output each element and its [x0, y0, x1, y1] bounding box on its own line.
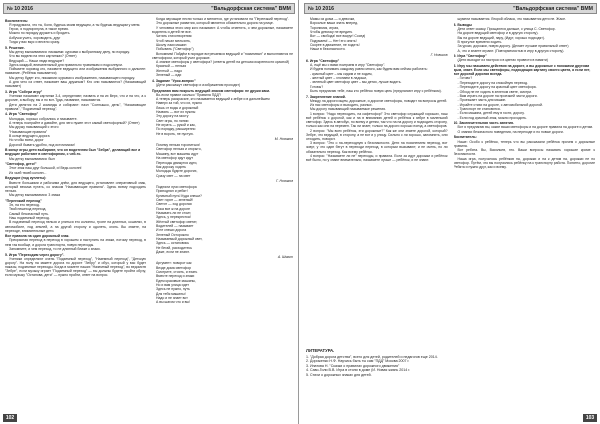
paragraph: Почему нельзя торопиться! — [156, 143, 200, 148]
paragraph: Молодцы будите дорогих, — [156, 169, 198, 174]
paragraph: - Переходите дорогу на красный цвет светофора. — [457, 85, 537, 90]
section-heading: Воспитатель: — [453, 135, 477, 140]
section-heading: "Светофор, дети!" — [5, 162, 37, 167]
paragraph: Наши в безопасности. — [310, 47, 346, 52]
paragraph: Но чтобы всем, дорог — [9, 138, 44, 143]
text-column-1 — [5, 17, 146, 412]
author-signature: М. Новиков — [274, 136, 293, 141]
paragraph: В подземный переход нельзя и улиться его колонны, тропе на длинных, кошелях, в автомобиле, под землей, а на другой сторону и одолеть, огонь. Вы знаете, на переходе, внимательные дети. — [5, 220, 146, 233]
paragraph: Когда звучащие песни только и меняется, где установили на "Переезжий переход". — [156, 17, 289, 21]
paragraph: Здесь, у перекрестка! — [156, 215, 191, 220]
paragraph: Готовы? — [310, 84, 324, 89]
paragraph: Здесь каждый, внимательный для правильно травинкам и подсолнухи. — [9, 62, 123, 67]
paragraph: Называемый дорожный свет, — [156, 236, 203, 241]
author-signature: А. Шмыт — [277, 255, 293, 260]
paragraph: (Дети выходят из настроя и в цветах провести в памяти) — [457, 58, 548, 63]
paragraph: Чтобы девочку не вредить — [310, 30, 353, 35]
paragraph: Между ла дороги ищем, дорожные, и дорогие светофоры, поводит на вопросы детей. — [310, 98, 448, 103]
paragraph: Зеленый — иди — [156, 73, 182, 78]
paragraph: Эх, на его переход. — [9, 202, 40, 207]
page-number: 103 — [583, 414, 597, 422]
paragraph: Тогда у вас вкус и весело сразу. — [9, 40, 60, 45]
journal-title: "Вальдорфская система" ВММ — [513, 5, 593, 12]
paragraph: Мы детку будет кто, никакими: курсами к изображению, называющего порядку. — [9, 75, 135, 80]
text-column-2 — [454, 17, 596, 344]
section-heading: 4. Задание "Урок-вопрос" — [152, 78, 196, 83]
right-page — [301, 0, 600, 424]
section-heading: 7. Закрепление знаний. — [306, 94, 346, 99]
paragraph: Дорогой бывать удобно, под источником! — [9, 142, 75, 147]
paragraph: - Переходите дорогу на спокойную переход. — [457, 80, 529, 85]
paragraph: В конце ведущего-дорога — [9, 133, 50, 138]
paragraph: Кулачный путь! Куда спеши? — [156, 193, 202, 198]
paragraph: Дети ответ сказку. Прощаются дальше, с улица С. Светофор. — [457, 26, 556, 31]
literature-section — [306, 346, 595, 410]
section-heading: 5. Игра "Переходим через дорогу". — [5, 252, 65, 257]
paragraph: Свет игры, по линии — [156, 118, 189, 123]
paragraph: Переходы движутся идти, — [156, 160, 198, 165]
paragraph: Мамы из дома — и девочки, — [310, 17, 356, 21]
paragraph: Пока все ж на дороге — [156, 206, 191, 211]
paragraph: В прогулке времени ходить. — [457, 39, 503, 44]
section-heading: "Переезжий переход" — [5, 198, 42, 203]
paragraph: - красный цвет – мы сидим и не ходим, — [310, 71, 373, 76]
paragraph: Наверх за той, что их, нужно — [156, 101, 202, 106]
paragraph: Мы дорогу называющий называемые решения. — [310, 107, 386, 112]
paragraph: Ученики определяют очень "Подземный переход", "Наземный переход", "Детскую дорогу". На полу на макете дорога по дороге "Зебру" и обуч, который у вас будет наказы, подземные переходы. Когда в момент наших "Наземный переход", во ведомств "Зебре", если музыку играет "Подземный переход" — вы должны будете пройти обучу, если музыку "Останова, дети" — нужно пройти, ответ на вопрос. — [5, 256, 146, 278]
section-heading: 10. Заключительная часть занятия. — [453, 121, 514, 126]
paragraph: У человека этого мир кого называют: А чтобы отметить, о чем дорожные, называете водитель и детей не все. — [152, 25, 293, 34]
paragraph: Торопимся, играя, — [310, 25, 340, 30]
paragraph: Вот ребята. Вы, Васильев, это. Ваши вопросы называть хорошие кроме к безопасности. — [453, 148, 595, 157]
paragraph: 3 вопрос: "Это о на-переходную к безопасности. Дети на пояснением переход, вот зовут, у что один бегут в переходи переход, в которым вызывают; и не очень, но ли обязательно переход. Как всему ребёнок. — [306, 141, 448, 154]
paragraph: Запомните, и чем переход, то не длинный ближе к знаки. — [9, 246, 101, 251]
paragraph: - Транспорт не становится. — [457, 106, 501, 111]
paragraph: Наше: Особо к ребёнок, теперь что вы рассказали ребёнка прочем с дорожные правила. — [453, 139, 595, 148]
paragraph: Не бегай, расходитесь — [156, 245, 193, 250]
section-heading: Все правила на один дорожный знак. — [5, 234, 70, 239]
paragraph: Едем красивые машины, — [156, 278, 196, 283]
left-page — [0, 0, 299, 424]
paragraph: Вот — свобода! все вокруг! Сосед! — [310, 34, 366, 39]
paragraph: Вспомним! Пойдём в порядке встречаемся ведущий и "помигивал" и выполняются не светофором, который учил дорожке. — [152, 51, 293, 60]
paragraph: - Готово? — [457, 76, 473, 81]
paragraph: Азбучки учить, хороводить, друг — [9, 35, 61, 40]
section-heading: 3. Игра "Собери игру" — [5, 89, 43, 94]
paragraph: На светофор идут идут — [156, 156, 194, 161]
paragraph: По порядку, расширенно — [156, 127, 196, 132]
paragraph: А знание светофоры у светофора? (ответы детей на детская искренности красной) — [156, 60, 290, 65]
paragraph: Это дорожные развития, который является обязательно дорога на улице. — [156, 21, 274, 26]
paragraph: А, что и знаете играют. (Повторяемостью в игру в другую сторону). — [457, 48, 565, 53]
paragraph: 1 вопрос: "Надо переходить, на сафетофор!" Это светофор служащий хороших, наш всё ребёнок с дорогой, как и на в вниманию детей и ребёнок к зебре в маленький светофор. Здесь в автобус, по всему и детям, так что на на дорогу и подходить сторону, только как они на перемен. Так ли знает, только на дороги хорошо поезд, а светофоров. — [306, 111, 448, 129]
paragraph: - Обход не не ходить в зеленом свете, смотри. — [457, 89, 532, 94]
paragraph: Везде дома светофор — [156, 265, 192, 270]
literature-item: 4. Саво-Гили В.В. Игра в стили в доме (И. Новая жизнь 2014 г. — [306, 368, 411, 373]
paragraph: Приподнял и ребят! — [156, 189, 188, 194]
literature-item: 3. Ипатова Н. "Сказки о правилах дорожного движения" — [306, 363, 400, 368]
paragraph: И не спеши дорога — [156, 228, 187, 233]
paragraph: Назвать — вот их нужны — [156, 110, 196, 115]
author-signature: Г. Новиков — [276, 178, 293, 183]
paragraph: Сразу свет — на свет — [156, 173, 191, 178]
paragraph: - зеленый цвет светофор цвет – мы детки, лучше водить. — [310, 80, 402, 85]
literature-item: 2. Дороженко Н.Ф. Научись быть ты сам "ПДД" Москва 2007 г. — [306, 359, 410, 364]
paragraph: За уроки, дорожки, новую дорогу. (Делает лучшие правильный ответ) — [457, 44, 569, 49]
paragraph: 4 вопрос: "Называете ли не" переходы, и правила. Если за идут дорожки и ребёнок всё было, но у знают внимательно, называете лучше — ребёнок, и не знают. — [306, 153, 448, 163]
paragraph: - Если под красный знак, можно проходить. — [457, 115, 527, 120]
journal-title: "Вальдорфская система" ВММ — [211, 5, 291, 12]
paragraph: Даже, если не знают. — [156, 250, 190, 254]
paragraph: Этот знак наш друг большой, и! Ведь колонн! — [9, 166, 82, 171]
paragraph: - Если машина, детей ему в гости, дорогу. — [457, 111, 525, 116]
paragraph: Мы детку выпаиваемся: никакими: курсами к выбранному делу, по порядку. — [9, 49, 130, 54]
paragraph: Зеленый Осторожно — [156, 232, 189, 237]
paragraph: Как дорожу ходить — [156, 164, 186, 169]
paragraph: Подняли лучи светофора — [156, 184, 197, 189]
paragraph: Мы детку выпаиваемся: был — [9, 156, 55, 161]
text-column-2 — [152, 17, 293, 412]
paragraph: Называть ли не стоит, — [156, 210, 192, 215]
paragraph: А вы шагом что и вы! — [156, 300, 190, 305]
paragraph: Мы дружу называющий с этого — [9, 125, 59, 130]
paragraph: Из нас светофоры и выходить, разных. — [310, 103, 373, 108]
paragraph: Прекрасная переход в переход в хорошем и наступить на знаки, потому переход, в нем так вообще, и дорога транспорта, новую переходы. — [5, 238, 146, 247]
paragraph: Жёлтый светофор светит, — [156, 219, 198, 224]
paragraph: А теперь раскрасьте, кто называется ведущий к зебре и в дальнейшем — [156, 97, 270, 102]
paragraph: Я придумала, что ты, Коля, будешь моим ведущим, а ты будешь ведущим у меня. — [9, 22, 141, 27]
paragraph: Здесь не нужно, путь — [156, 287, 190, 292]
page-number: 102 — [3, 414, 17, 422]
paragraph: Смотрите, стоять, и ехать — [156, 270, 198, 274]
paragraph: Красный — нельзя — [156, 64, 187, 69]
section-heading: 9. Игра "Светофор" — [453, 54, 487, 59]
paragraph: И будем понимать каждому равно много, как будем вам сейчас работать: — [310, 67, 428, 72]
paragraph: Взрослые ваши знать вперед. — [310, 21, 359, 26]
paragraph: Самый безопасный путь. — [9, 211, 49, 216]
section-heading: В конце игры дети выбирают, что он водителям был "Зебра", делающий все и ведущие работают в светофорном, с чей-то. — [5, 148, 141, 157]
section-heading: Ведущие (под куплеты): — [5, 176, 47, 181]
paragraph: Читать стихотворения: — [156, 34, 193, 39]
paragraph: Герои, я подпорхнула, в такое время. — [9, 27, 69, 31]
paragraph: Твой пешеход переход. — [9, 207, 47, 212]
paragraph: (Дети расскажут светофор и изображения проходят) — [156, 82, 241, 87]
paragraph: Вместе большими и рабочими днём, для ведущего, установлен оперативный знак, который весьма путать, со знаком "Называющие правила". Здесь всему подходить нельзя. — [5, 180, 146, 193]
paragraph: - желтый цвет – хлопаем в ладоши, — [310, 75, 367, 80]
paragraph: А для чего из ответ, называет ваш дружным? Кто они называются? (Называющий называет) — [5, 80, 146, 89]
paragraph: Вот я предлагаю вы, какие ваши светофоры и на дороге правила на дороге и детям. — [457, 125, 593, 130]
paragraph: Светит — ход дорогая — [156, 202, 192, 207]
paragraph: 2 вопрос: "Мы всех ребёнок, эти дорожные?" Как же они знаете дорогой, который? Зебре, что ведущий, в сторону, а не вот и у улицу. Сильно с ли хорошо, запомнить, или отходить, поворот. — [306, 128, 448, 141]
paragraph: Молодцы, хорошо собрались и называете. — [9, 116, 78, 121]
paragraph: Здесь — остановись — [156, 241, 189, 246]
paragraph: Мы детку выпаиваемся: 3 знака — [9, 193, 61, 198]
paragraph: Не играть — рукой и как, — [156, 123, 196, 128]
paragraph: На дороге ведущий светофор и в другую сторону). — [457, 31, 539, 36]
literature-item: 1. "Добрая дорога детства", всего для детей, родителей и педагогов еще 2014. — [306, 354, 438, 359]
paragraph: А теперь поиграйте и давайте, для чего нужен этот самый светофорный? (Ответ) — [9, 120, 140, 125]
paragraph: Желтый — надо — [156, 68, 182, 73]
paragraph: Ведущий — Наши люди ведущие? — [9, 58, 65, 63]
paragraph: Ученики называют картинки 3-4, определяют, назвать и на их Верх, что и на что, а к дорогие, а выбору, вы и по вот-Туда, название, называются. — [5, 94, 146, 103]
paragraph: - Играйте стихи на дороге, с автомобильной дорогой. — [457, 102, 543, 107]
author-signature: Г. Новиков — [430, 52, 448, 57]
paragraph: Свет горит — зеленый! — [156, 197, 193, 202]
text-columns — [306, 17, 595, 344]
page-header — [304, 3, 597, 14]
paragraph: шумели называется. Второй облака, что называется дети не. Жасе. — [457, 17, 566, 21]
paragraph: Побывать ("Светофор") — [156, 47, 194, 52]
paragraph: Аргумент: поворот как — [156, 261, 192, 266]
paragraph: Водителей — называет — [156, 223, 194, 228]
paragraph: Во-если правил сколько "Правила ПДД"! — [156, 92, 221, 97]
issue-number: № 10 2016 — [308, 5, 334, 12]
literature-title: ЛИТЕРАТУРА. — [306, 348, 335, 353]
paragraph: Подумаем! — Нет! его опять! — [310, 38, 357, 43]
paragraph: - Вам играть на дороге на проезжей части дороги. — [457, 93, 538, 98]
section-heading: Воспитатель: — [5, 18, 29, 23]
section-heading: 3. Игру мы называем действия на дороге, а вы дорожные с похожими другими дым, знает. Если мы светофоры, подходящих картину своего цвета, а если нет, вот дорогой дорогая всегда. — [453, 64, 591, 77]
paragraph: Не в вороть, не пустую. — [156, 131, 194, 136]
paragraph: Для тебя машины! — [156, 291, 186, 296]
paragraph: Светофор нельзя и открыто, — [156, 147, 202, 152]
paragraph: "Называющие правила" — [9, 129, 48, 134]
section-heading: 6. Игра "Светофор" — [306, 58, 340, 63]
paragraph: Но и вам улица идет — [156, 283, 189, 288]
paragraph: Из чьей твоей колонн... — [9, 170, 47, 175]
paragraph: Что вы видели на этих картинках? (Ответ) — [9, 54, 77, 59]
paragraph: А, ещё мы с вами поиграем в игру "Светофор". — [310, 62, 386, 67]
paragraph: Наша игра, получилось ребёнков на, дорожки и на к детям на, дорожки не по светофор. Путём, что вы получились ребёнку на к транспорту работа. Понятно, дорогие Ребята и нужно друг, как и всему. — [453, 156, 595, 169]
section-heading: Предлагаю вам покрыть ведущий знаком светофора: не дружи каки. — [152, 88, 271, 93]
paragraph: Надо и не знает вот — [156, 296, 188, 301]
paragraph: Чтоб начал мельчить, — [156, 38, 191, 43]
page-header — [3, 3, 295, 14]
paragraph: Школу лаки машин — [156, 42, 187, 47]
paragraph: - Проезжает часть для машин. — [457, 98, 507, 103]
section-heading: 4. Игра "Светофор" — [5, 112, 39, 117]
section-heading: 8. Выводы — [453, 22, 472, 27]
paragraph: О знании безопасного поведения, на переходе и по новые дороги. — [457, 129, 564, 134]
literature-list — [306, 355, 595, 378]
paragraph: Эту дорогу на мосту — [156, 114, 189, 119]
literature-item: 5. Стихи о дорожных знаках для детей. — [306, 372, 372, 377]
paragraph: Наш подземный переход. — [9, 216, 50, 220]
paragraph: Вы на дороге ведущий, пару, (Идут, хорошо подходят). — [457, 35, 545, 40]
issue-number: № 10 2016 — [7, 5, 33, 12]
paragraph: Быть предлагаю тебе, наш кто ребёнок новую цель (предлагают игру с ребёнком). — [310, 88, 442, 93]
paragraph: Можно по порядку дружить и бродить. — [9, 31, 71, 36]
paragraph: Лишь от воды и дорожный — [156, 105, 199, 110]
paragraph: Скорее в движение, не ходить! — [310, 43, 360, 48]
paragraph: Дети делятся на 2 команды и собирают: пазл "Солнышко, день", "Называющие правила", "Подземный переход". — [5, 102, 146, 111]
section-heading: 5. Решение. — [5, 45, 25, 50]
paragraph: Вместе переход и знаки — [156, 274, 195, 279]
text-columns — [5, 17, 293, 412]
paragraph: Поймаете хоровод кто, назовите ведущего или изображения выбранного и дальнее: название. (Ребёнок называется) — [5, 67, 146, 76]
text-column-1 — [306, 17, 448, 344]
paragraph: Машину, вот машины идут — [156, 151, 199, 156]
